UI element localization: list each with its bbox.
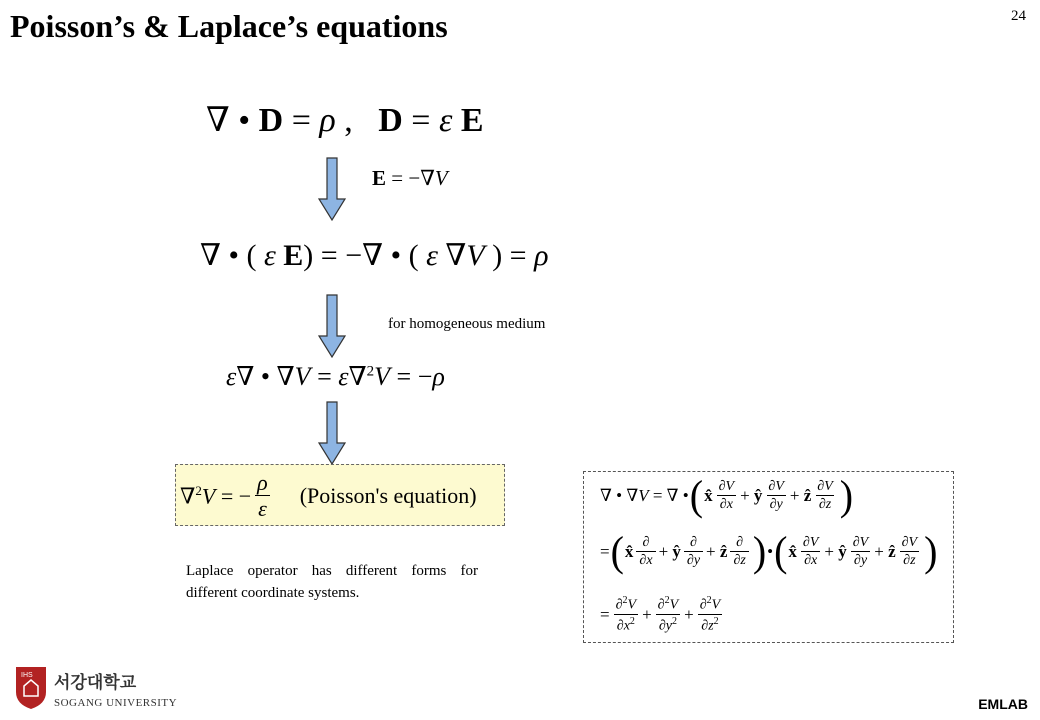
down-arrow-icon <box>318 294 346 358</box>
down-arrow-icon <box>318 157 346 221</box>
poisson-label: (Poisson's equation) <box>299 483 477 508</box>
field-potential-relation: E = −∇V <box>372 166 448 190</box>
down-arrow-icon <box>318 401 346 465</box>
laplace-note: Laplace operator has different forms for different coordinate systems. <box>186 563 478 601</box>
logo-badge-text: IHS <box>21 672 33 679</box>
university-logo <box>12 664 202 710</box>
laplacian-equation: ε∇ • ∇V = ε∇$^2$V = −ρ <box>226 362 445 391</box>
sogang-logo-icon <box>12 664 202 710</box>
page-title: Poisson’s & Laplace’s equations <box>10 8 448 44</box>
laplacian-row-1: ∇ • ∇V = ∇ • ( x̂ $\frac{\partial V}{\partial x}$ + ŷ $\frac{\partial V}{\partial y}$ + ẑ $\frac{\partial V}{\partial z}$ ) <box>600 471 854 520</box>
laplacian-row-3: = $\frac{\partial^2V}{\partial x^2}$ + $\frac{\partial^2V}{\partial y^2}$ + $\frac{\partial^2V}{\partial z^2}$ <box>600 595 721 634</box>
homogeneous-note: for homogeneous medium <box>388 316 546 332</box>
divergence-equation: ∇ • ( ε E) = −∇ • ( ε ∇V ) = ρ <box>200 239 549 272</box>
gauss-law-equation: ∇ • D = ρ , D = ε E <box>206 102 484 139</box>
logo-english-name: SOGANG UNIVERSITY <box>54 697 178 709</box>
laplacian-row-2: = ( x̂ $\frac{\partial}{\partial x}$ + ŷ $\frac{\partial}{\partial y}$ + ẑ $\frac{\partial}{\partial z}$ ) • ( x̂ $\frac{\partial V}{\partial x}$ + ŷ $\frac{\partial V}{\partial y}$ + ẑ $\frac{\partial V}{\partial z}$ ) <box>600 527 938 576</box>
footer-label: EMLAB <box>978 696 1028 712</box>
poisson-equation: ∇$^2$V = − $\frac{\rho}{\varepsilon}$ (Poisson's equation) <box>180 470 477 521</box>
logo-korean-name: 서강대학교 <box>54 673 137 693</box>
page-number: 24 <box>1011 8 1026 24</box>
